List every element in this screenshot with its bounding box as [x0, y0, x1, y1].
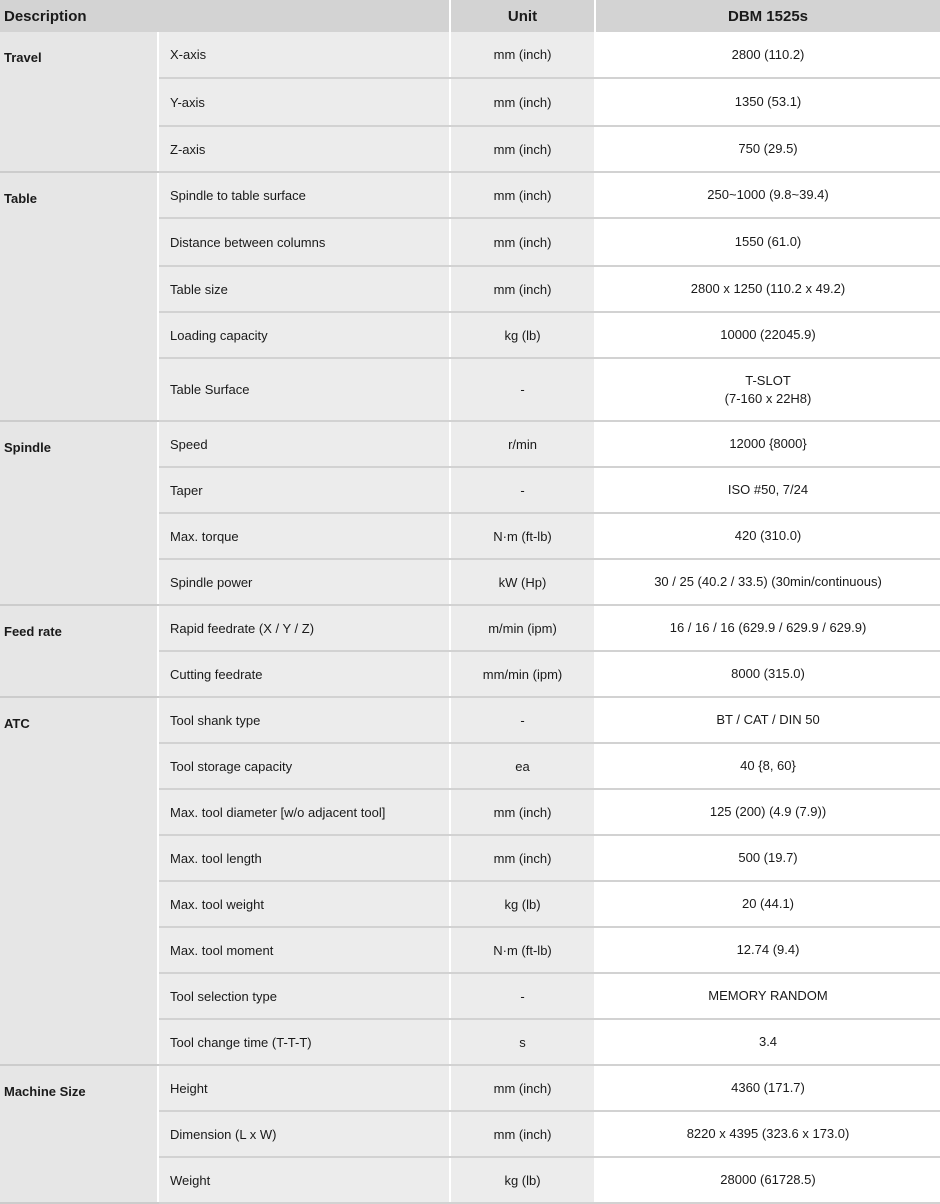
spec-description: Rapid feedrate (X / Y / Z): [158, 605, 450, 651]
spec-value-line: 28000 (61728.5): [720, 1172, 816, 1187]
spec-unit: -: [450, 973, 595, 1019]
spec-unit: mm (inch): [450, 789, 595, 835]
spec-value-line: (7-160 x 22H8): [724, 390, 812, 406]
spec-value-line: 3.4: [758, 1034, 778, 1049]
spec-description: Y-axis: [158, 78, 450, 126]
spec-unit: kW (Hp): [450, 559, 595, 605]
spec-value-line: 2800 x 1250 (110.2 x 49.2): [690, 281, 846, 296]
spec-value: [595, 881, 940, 927]
spec-value: [595, 973, 940, 1019]
spec-description: Spindle power: [158, 559, 450, 605]
spec-description: Z-axis: [158, 126, 450, 172]
spec-value: [595, 1065, 940, 1111]
spec-description: X-axis: [158, 32, 450, 78]
spec-value-line: 4360 (171.7): [731, 1080, 805, 1095]
table-row: [0, 1065, 940, 1111]
spec-unit: mm (inch): [450, 32, 595, 78]
spec-value-line: 750 (29.5): [738, 141, 798, 156]
spec-unit: mm (inch): [450, 172, 595, 218]
spec-value-line: 500 (19.7): [738, 850, 798, 865]
header-description: Description: [0, 0, 450, 32]
spec-unit: mm (inch): [450, 218, 595, 266]
spec-unit: mm (inch): [450, 1111, 595, 1157]
spec-value-line: 10000 (22045.9): [720, 327, 816, 342]
spec-unit: mm/min (ipm): [450, 651, 595, 697]
table-row: [0, 421, 940, 467]
spec-value-line: 8000 (315.0): [731, 666, 805, 681]
spec-unit: -: [450, 358, 595, 421]
spec-unit: -: [450, 467, 595, 513]
spec-description: Distance between columns: [158, 218, 450, 266]
spec-value-line: 12000 {8000}: [729, 436, 807, 451]
spec-value: [595, 789, 940, 835]
table-row: [0, 32, 940, 78]
spec-description: Loading capacity: [158, 312, 450, 358]
spec-description: Taper: [158, 467, 450, 513]
spec-unit: mm (inch): [450, 1065, 595, 1111]
spec-value-line: 125 (200) (4.9 (7.9)): [709, 804, 827, 819]
spec-value: [595, 78, 940, 126]
spec-value: [595, 32, 940, 78]
spec-value-line: 8220 x 4395 (323.6 x 173.0): [686, 1126, 850, 1141]
spec-value: [595, 559, 940, 605]
category-label: Table: [0, 172, 158, 421]
category-label: Feed rate: [0, 605, 158, 697]
spec-value-line: 12.74 (9.4): [736, 942, 800, 957]
spec-unit: mm (inch): [450, 78, 595, 126]
spec-value: [595, 172, 940, 218]
spec-value: [595, 358, 940, 421]
spec-unit: N·m (ft-lb): [450, 513, 595, 559]
spec-description: Spindle to table surface: [158, 172, 450, 218]
spec-value-line: ISO #50, 7/24: [727, 482, 809, 497]
spec-value-line: 30 / 25 (40.2 / 33.5) (30min/continuous): [654, 574, 882, 589]
spec-value: [595, 126, 940, 172]
spec-description: Tool shank type: [158, 697, 450, 743]
spec-description: Max. tool weight: [158, 881, 450, 927]
spec-unit: -: [450, 697, 595, 743]
category-label: Travel: [0, 32, 158, 172]
spec-value: [595, 513, 940, 559]
spec-description: Table size: [158, 266, 450, 312]
spec-value: [595, 743, 940, 789]
spec-value: [595, 651, 940, 697]
spec-unit: N·m (ft-lb): [450, 927, 595, 973]
spec-description: Table Surface: [158, 358, 450, 421]
spec-description: Height: [158, 1065, 450, 1111]
spec-value: [595, 312, 940, 358]
spec-value: [595, 218, 940, 266]
spec-unit: r/min: [450, 421, 595, 467]
spec-value-line: 40 {8, 60}: [740, 758, 796, 773]
spec-value: [595, 1157, 940, 1203]
spec-unit: kg (lb): [450, 312, 595, 358]
header-model: DBM 1525s: [595, 0, 940, 32]
category-label: Spindle: [0, 421, 158, 605]
spec-value-line: BT / CAT / DIN 50: [716, 712, 820, 727]
spec-value: [595, 1019, 940, 1065]
spec-value: [595, 835, 940, 881]
spec-value-line: MEMORY RANDOM: [708, 988, 828, 1003]
category-label: Machine Size: [0, 1065, 158, 1203]
spec-description: Cutting feedrate: [158, 651, 450, 697]
spec-description: Max. tool moment: [158, 927, 450, 973]
table-row: [0, 172, 940, 218]
table-row: [0, 697, 940, 743]
spec-value-line: T-SLOT: [745, 372, 791, 388]
spec-description: Tool storage capacity: [158, 743, 450, 789]
spec-unit: s: [450, 1019, 595, 1065]
spec-value: [595, 467, 940, 513]
spec-unit: mm (inch): [450, 266, 595, 312]
spec-value: [595, 605, 940, 651]
header-unit: Unit: [450, 0, 595, 32]
spec-value-line: 20 (44.1): [741, 896, 795, 911]
spec-unit: kg (lb): [450, 881, 595, 927]
spec-value: [595, 1111, 940, 1157]
spec-value-line: 16 / 16 / 16 (629.9 / 629.9 / 629.9): [669, 620, 867, 635]
table-body: [0, 32, 940, 1203]
spec-description: Speed: [158, 421, 450, 467]
category-label: ATC: [0, 697, 158, 1065]
table-header: [0, 0, 940, 32]
spec-unit: mm (inch): [450, 835, 595, 881]
spec-description: Dimension (L x W): [158, 1111, 450, 1157]
spec-description: Weight: [158, 1157, 450, 1203]
spec-value: [595, 697, 940, 743]
spec-unit: ea: [450, 743, 595, 789]
spec-value: [595, 421, 940, 467]
spec-value: [595, 266, 940, 312]
spec-value-line: 1550 (61.0): [734, 234, 802, 249]
spec-description: Tool selection type: [158, 973, 450, 1019]
spec-value-line: 1350 (53.1): [734, 94, 802, 109]
spec-value-line: 2800 (110.2): [731, 46, 805, 62]
table-row: [0, 605, 940, 651]
spec-description: Max. tool length: [158, 835, 450, 881]
spec-unit: kg (lb): [450, 1157, 595, 1203]
spec-unit: m/min (ipm): [450, 605, 595, 651]
spec-value-line: 250~1000 (9.8~39.4): [707, 187, 829, 202]
spec-unit: mm (inch): [450, 126, 595, 172]
spec-description: Tool change time (T-T-T): [158, 1019, 450, 1065]
spec-value-line: 420 (310.0): [734, 528, 802, 543]
spec-value: [595, 927, 940, 973]
spec-description: Max. torque: [158, 513, 450, 559]
spec-description: Max. tool diameter [w/o adjacent tool]: [158, 789, 450, 835]
